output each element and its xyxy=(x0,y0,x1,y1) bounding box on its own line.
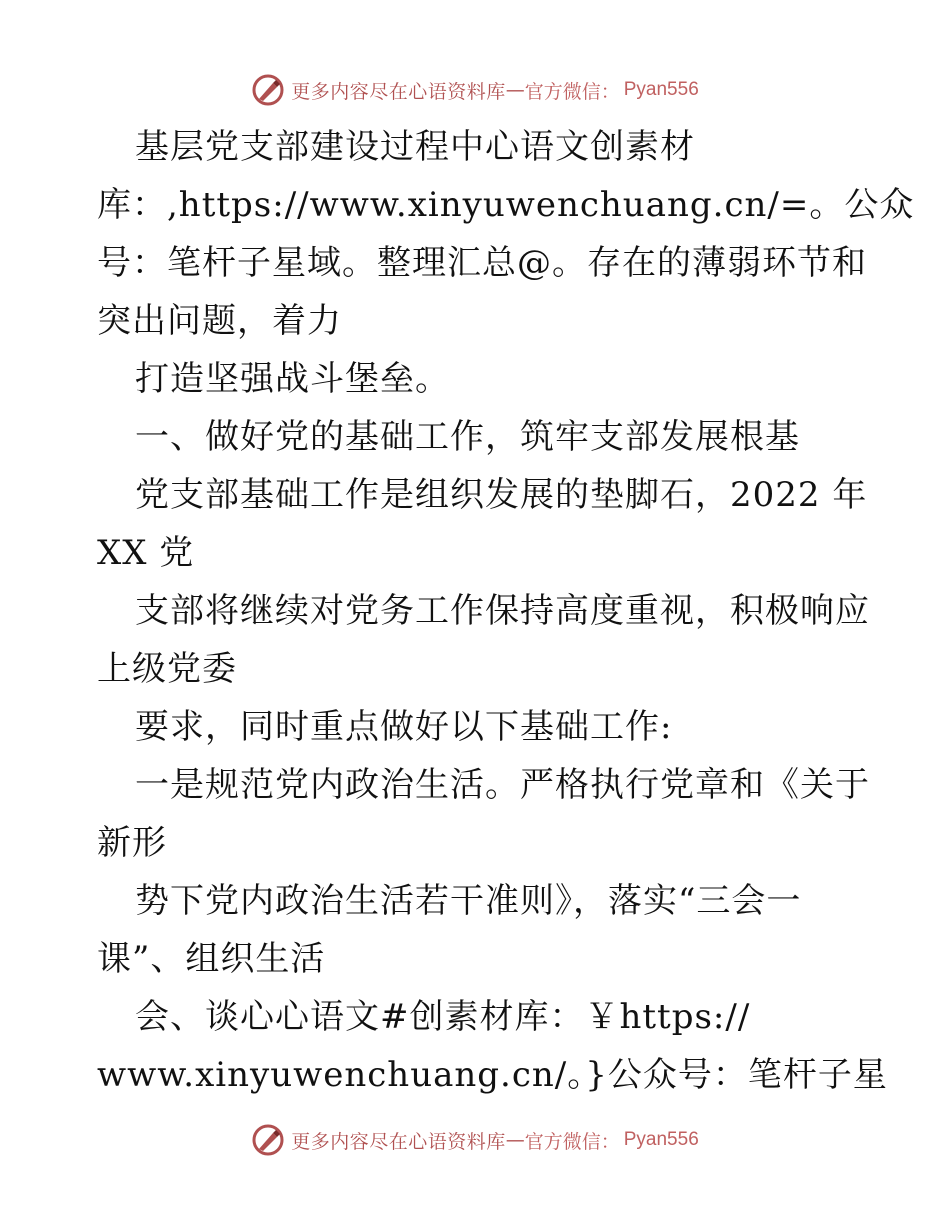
text-line: 党支部基础工作是组织发展的垫脚石，2022 年 xyxy=(135,475,868,515)
footer-banner xyxy=(0,1120,950,1160)
text-line: www.xinyuwenchuang.cn/。}公众号：笔杆子星 xyxy=(97,1055,888,1095)
text-line: 势下党内政治生活若干准则》，落实“三会一 xyxy=(135,881,802,921)
text-line: 库：,https://www.xinyuwenchuang.cn/=。公众 xyxy=(97,185,915,225)
document-body xyxy=(97,118,915,1104)
header-banner xyxy=(0,70,950,110)
text-line: 要求，同时重点做好以下基础工作: xyxy=(135,707,673,747)
banner-wechat-label: 官方微信： xyxy=(524,80,620,103)
banner-separator: — xyxy=(505,1129,525,1151)
text-line: 一是规范党内政治生活。严格执行党章和《关于 xyxy=(135,765,870,805)
text-line: 支部将继续对党务工作保持高度重视，积极响应 xyxy=(135,591,870,631)
banner-slogan: 更多内容尽在心语资料库 xyxy=(291,80,506,103)
section-heading: 一、做好党的基础工作，筑牢支部发展根基 xyxy=(135,417,800,457)
text-line: 突出问题，着力 xyxy=(97,301,342,341)
text-line: 上级党委 xyxy=(97,649,237,689)
text-line: 课”、组织生活 xyxy=(97,939,326,979)
text-line: 打造坚强战斗堡垒。 xyxy=(135,359,450,399)
banner-wechat-id: Pyan556 xyxy=(623,1129,699,1150)
pen-logo-icon xyxy=(251,73,285,107)
text-line: 号：笔杆子星域。整理汇总@。存在的薄弱环节和 xyxy=(97,243,867,283)
text-line: 会、谈心心语文#创素材库：￥https:// xyxy=(135,997,751,1037)
pen-logo-icon xyxy=(251,1123,285,1157)
banner-wechat-id: Pyan556 xyxy=(623,79,699,100)
banner-slogan: 更多内容尽在心语资料库 xyxy=(291,1130,506,1153)
text-line: 基层党支部建设过程中心语文创素材 xyxy=(135,127,695,167)
text-line: XX 党 xyxy=(97,533,195,573)
banner-wechat-label: 官方微信： xyxy=(524,1130,620,1153)
text-line: 新形 xyxy=(97,823,167,863)
banner-separator: — xyxy=(505,79,525,101)
